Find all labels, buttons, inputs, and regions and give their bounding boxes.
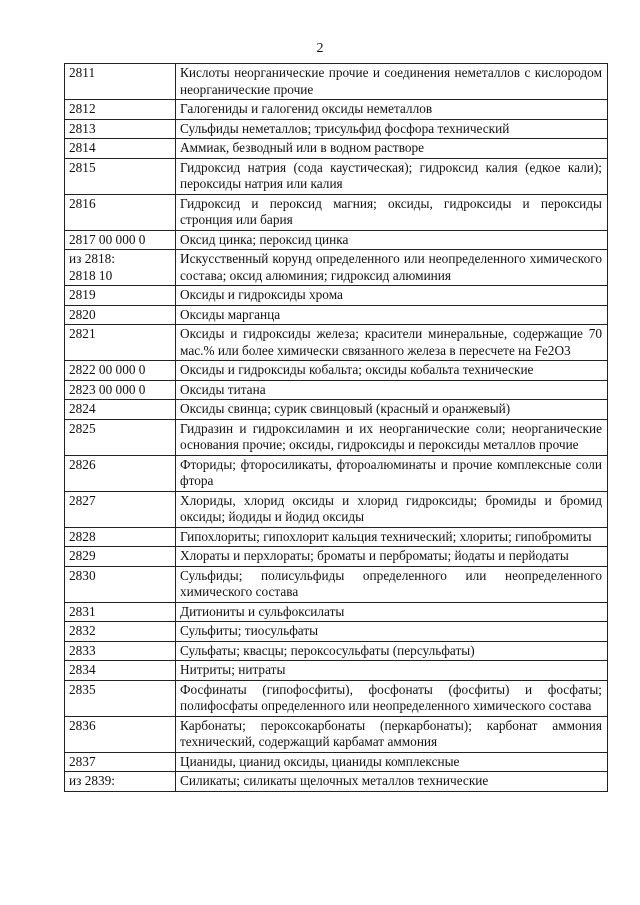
description-cell: Гидразин и гидроксиламин и их неорганические соли; неорганические основания прочие; оксиды, гидроксиды и пероксиды металлов прочие <box>176 419 608 455</box>
table-row <box>65 641 608 661</box>
code-cell: 2835 <box>65 680 176 716</box>
table-row <box>65 305 608 325</box>
code-table <box>64 63 608 792</box>
description-cell: Цианиды, цианид оксиды, цианиды комплексные <box>176 752 608 772</box>
description-cell: Сульфиды; полисульфиды определенного или неопределенного химического состава <box>176 566 608 602</box>
table-row <box>65 622 608 642</box>
table-row <box>65 547 608 567</box>
description-cell: Гипохлориты; гипохлорит кальция технический; хлориты; гипобромиты <box>176 527 608 547</box>
description-cell: Гидроксид и пероксид магния; оксиды, гидроксиды и пероксиды стронция или бария <box>176 194 608 230</box>
description-cell: Хлориды, хлорид оксиды и хлорид гидроксиды; бромиды и бромид оксиды; йодиды и йодид оксиды <box>176 491 608 527</box>
table-row <box>65 361 608 381</box>
code-cell: 2823 00 000 0 <box>65 380 176 400</box>
description-cell: Аммиак, безводный или в водном растворе <box>176 139 608 159</box>
code-cell: 2816 <box>65 194 176 230</box>
table-row <box>65 716 608 752</box>
table-row <box>65 419 608 455</box>
description-cell: Оксиды свинца; сурик свинцовый (красный и оранжевый) <box>176 400 608 420</box>
code-cell: 2814 <box>65 139 176 159</box>
description-cell: Сульфиты; тиосульфаты <box>176 622 608 642</box>
code-cell: 2824 <box>65 400 176 420</box>
table-row <box>65 455 608 491</box>
table-row <box>65 119 608 139</box>
code-cell: 2828 <box>65 527 176 547</box>
table-row <box>65 230 608 250</box>
code-cell: 2827 <box>65 491 176 527</box>
code-cell: 2834 <box>65 661 176 681</box>
table-row <box>65 194 608 230</box>
description-cell: Оксиды марганца <box>176 305 608 325</box>
description-cell: Оксиды титана <box>176 380 608 400</box>
code-cell: 2830 <box>65 566 176 602</box>
description-cell: Дитиониты и сульфоксилаты <box>176 602 608 622</box>
description-cell: Гидроксид натрия (сода каустическая); гидроксид калия (едкое кали); пероксиды натрия или калия <box>176 158 608 194</box>
description-cell: Сульфаты; квасцы; пероксосульфаты (персульфаты) <box>176 641 608 661</box>
description-cell: Оксид цинка; пероксид цинка <box>176 230 608 250</box>
table-row <box>65 139 608 159</box>
table-row <box>65 491 608 527</box>
table-row <box>65 680 608 716</box>
page-number: 2 <box>316 41 324 56</box>
code-cell: 2817 00 000 0 <box>65 230 176 250</box>
table-row <box>65 380 608 400</box>
code-cell: 2813 <box>65 119 176 139</box>
table-row <box>65 400 608 420</box>
code-cell: 2831 <box>65 602 176 622</box>
table-row <box>65 566 608 602</box>
code-cell: 2815 <box>65 158 176 194</box>
table-row <box>65 325 608 361</box>
code-cell: 2820 <box>65 305 176 325</box>
description-cell: Оксиды и гидроксиды железа; красители минеральные, содержащие 70 мас.% или более химически связанного железа в пересчете на Fe2O3 <box>176 325 608 361</box>
table-row <box>65 64 608 100</box>
description-cell: Нитриты; нитраты <box>176 661 608 681</box>
description-cell: Искусственный корунд определенного или неопределенного химического состава; оксид алюминия; гидроксид алюминия <box>176 250 608 286</box>
code-cell: 2832 <box>65 622 176 642</box>
table-row <box>65 527 608 547</box>
code-cell: 2826 <box>65 455 176 491</box>
description-cell: Карбонаты; пероксокарбонаты (перкарбонаты); карбонат аммония технический, содержащий карбамат аммония <box>176 716 608 752</box>
table-row <box>65 100 608 120</box>
description-cell: Оксиды и гидроксиды хрома <box>176 286 608 306</box>
code-cell: 2836 <box>65 716 176 752</box>
code-cell: 2833 <box>65 641 176 661</box>
description-cell: Галогениды и галогенид оксиды неметаллов <box>176 100 608 120</box>
table-row <box>65 602 608 622</box>
code-cell: 2821 <box>65 325 176 361</box>
description-cell: Оксиды и гидроксиды кобальта; оксиды кобальта технические <box>176 361 608 381</box>
table-row <box>65 286 608 306</box>
description-cell: Кислоты неорганические прочие и соединения неметаллов с кислородом неорганические прочие <box>176 64 608 100</box>
code-cell: 2822 00 000 0 <box>65 361 176 381</box>
code-cell: 2811 <box>65 64 176 100</box>
table-row <box>65 752 608 772</box>
code-cell: 2837 <box>65 752 176 772</box>
description-cell: Фториды; фторосиликаты, фтороалюминаты и прочие комплексные соли фтора <box>176 455 608 491</box>
description-cell: Хлораты и перхлораты; броматы и перброматы; йодаты и перйодаты <box>176 547 608 567</box>
description-cell: Фосфинаты (гипофосфиты), фосфонаты (фосфиты) и фосфаты; полифосфаты определенного или неопределенного химического состава <box>176 680 608 716</box>
code-cell: 2819 <box>65 286 176 306</box>
table-row <box>65 250 608 286</box>
table-row <box>65 772 608 792</box>
description-cell: Силикаты; силикаты щелочных металлов технические <box>176 772 608 792</box>
table-row <box>65 158 608 194</box>
code-cell: 2829 <box>65 547 176 567</box>
description-cell: Сульфиды неметаллов; трисульфид фосфора технический <box>176 119 608 139</box>
code-cell: 2812 <box>65 100 176 120</box>
code-cell: 2825 <box>65 419 176 455</box>
code-cell: из 2818: 2818 10 <box>65 250 176 286</box>
table-row <box>65 661 608 681</box>
code-cell: из 2839: <box>65 772 176 792</box>
